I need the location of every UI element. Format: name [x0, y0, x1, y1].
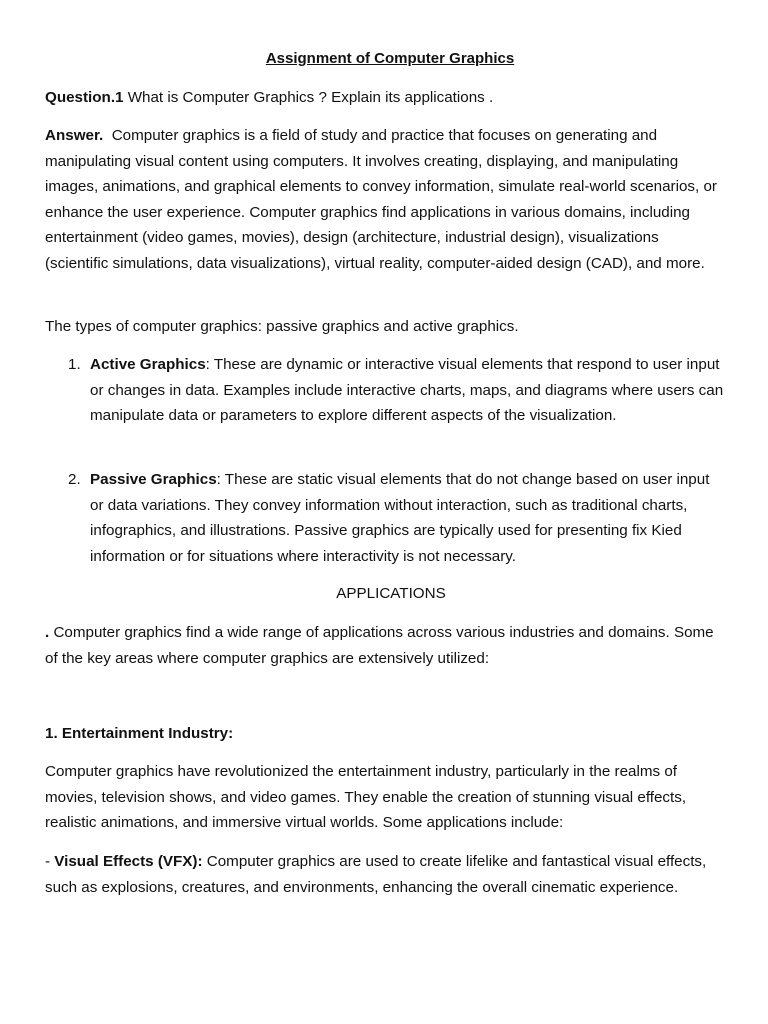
section-heading-entertainment [45, 721, 725, 747]
document-title: Assignment of Computer Graphics [265, 50, 515, 67]
entertainment-paragraph: Computer graphics have revolutionized the entertainment industry, particularly in the realms of movies, television shows, and video games. They enable the creation of stunning visual effects, realistic animations, and immersive virtual worlds. Some applications include: [45, 763, 687, 831]
section-heading-text: 1. Entertainment Industry: [45, 725, 234, 742]
vfx-term: Visual Effects (VFX): [54, 853, 203, 870]
question-label: Question.1 [45, 89, 124, 106]
question-paragraph [45, 85, 725, 111]
question-text: What is Computer Graphics ? Explain its applications . [123, 89, 494, 106]
applications-heading: APPLICATIONS [336, 585, 446, 602]
applications-intro-text: Computer graphics find a wide range of applications across various industries and domains. Some of the key areas where computer graphics are extensively utilized: [45, 624, 714, 667]
applications-bullet: . [45, 624, 50, 641]
answer-paragraph [45, 123, 725, 276]
list-text [90, 467, 725, 569]
list-text [90, 352, 725, 429]
list-description: : These are dynamic or interactive visual elements that respond to user input or changes in data. Examples include interactive charts, maps, and diagrams where users can manipulate data or parameters to explore different aspects of the visualization. [90, 356, 724, 424]
list-description: : These are static visual elements that do not change based on user input or data variations. They convey information without interaction, such as traditional charts, infographics, and illustrations. Passive graphics are typically used for presenting fix Kied information or for situations where interactivity is not necessary. [90, 471, 710, 565]
list-item-active-graphics [45, 352, 725, 452]
list-item-passive-graphics [45, 467, 725, 567]
list-number: 1. [68, 356, 81, 373]
answer-text: Computer graphics is a field of study and practice that focuses on generating and manipulating visual content using computers. It involves creating, displaying, and manipulating images, animations, and graphical elements to convey information, simulate real-world scenarios, or enhance the user experience. Computer graphics find applications in various domains, including entertainment (video games, movies), design (architecture, industrial design), visualizations (scientific simulations, data visualizations), virtual reality, computer-aided design (CAD), and more. [45, 127, 722, 272]
list-number: 2. [68, 471, 81, 488]
list-term: Active Graphics [90, 356, 206, 373]
vfx-paragraph [45, 849, 725, 900]
answer-label: Answer. [45, 127, 104, 144]
applications-intro [45, 620, 725, 671]
vfx-dash: - [45, 853, 55, 870]
types-intro: The types of computer graphics: passive graphics and active graphics. [45, 318, 519, 335]
list-term: Passive Graphics [90, 471, 217, 488]
vfx-text: Computer graphics are used to create lifelike and fantastical visual effects, such as explosions, creatures, and environments, enhancing the overall cinematic experience. [45, 853, 707, 896]
